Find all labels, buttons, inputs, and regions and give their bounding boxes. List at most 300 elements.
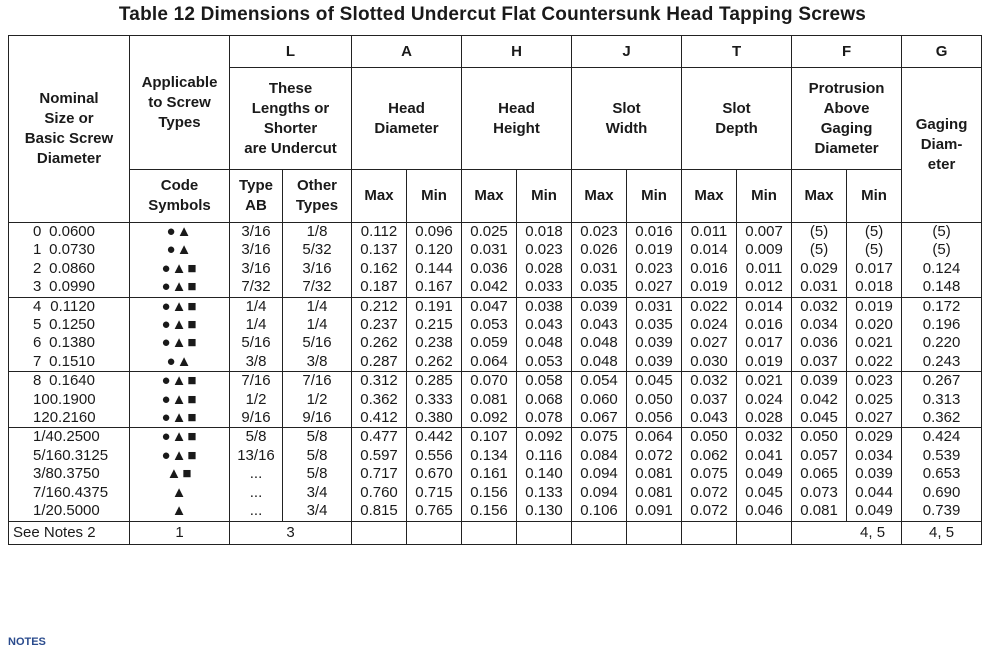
column-l-letter: L xyxy=(230,36,352,68)
h-max-value: 0.047 xyxy=(470,297,508,315)
code-symbols-value: ●▲■ xyxy=(161,334,198,352)
t-min-value: 0.032 xyxy=(745,428,783,446)
l-type-ab-value: 7/16 xyxy=(241,372,271,390)
f-min-value: 0.044 xyxy=(855,483,893,501)
nominal-size: 10 xyxy=(33,390,50,408)
a-max-value: 0.212 xyxy=(360,297,398,315)
a-min-value: 0.556 xyxy=(415,446,453,464)
t-min-value: 0.028 xyxy=(745,409,783,427)
j-min-value: 0.091 xyxy=(635,502,673,520)
g-value: 0.172 xyxy=(922,297,961,315)
f-max-value: 0.045 xyxy=(800,409,838,427)
nominal-size: 2 xyxy=(33,259,42,277)
row-group xyxy=(9,428,982,521)
t-max-value: 0.050 xyxy=(690,428,728,446)
t-max-value: 0.043 xyxy=(690,409,728,427)
nominal-size: 3 xyxy=(33,278,42,296)
column-h-max-cell xyxy=(462,372,517,428)
type-ab-header-line: Type xyxy=(239,177,273,194)
column-g-cell xyxy=(902,223,982,298)
nominal-size-entry xyxy=(9,372,129,390)
j-min-value: 0.016 xyxy=(635,223,673,240)
f-min-value: (5) xyxy=(864,223,884,240)
code-symbols-value: ●▲■ xyxy=(161,278,198,296)
t-max-value: 0.019 xyxy=(690,278,728,296)
f-min-value: 0.020 xyxy=(855,316,893,334)
column-f-description-line: Protrusion xyxy=(808,79,885,97)
h-min-value: 0.033 xyxy=(525,278,563,296)
code-symbols-value: ●▲■ xyxy=(161,428,198,446)
t-min-value: 0.049 xyxy=(745,465,783,483)
t-min-value: 0.019 xyxy=(745,352,783,370)
column-f-min-cell xyxy=(847,297,902,372)
a-min-value: 0.380 xyxy=(415,409,453,427)
l-type-ab-value: 7/32 xyxy=(241,278,271,296)
basic-diameter: 0.1380 xyxy=(49,334,95,352)
a-min-value: 0.715 xyxy=(415,483,453,501)
t-min-value: 0.009 xyxy=(745,241,783,259)
t-max-value: 0.014 xyxy=(690,241,728,259)
other-types-header-line: Other xyxy=(297,177,338,194)
l-type-ab-value: 1/4 xyxy=(245,297,267,315)
h-max-value: 0.053 xyxy=(470,316,508,334)
code-symbols-value: ●▲■ xyxy=(161,409,198,427)
l-type-ab-value: 9/16 xyxy=(241,409,271,427)
nominal-size-cell xyxy=(9,372,130,428)
a-min-value: 0.333 xyxy=(415,390,453,408)
notes-f: 4, 5 xyxy=(792,521,902,544)
f-max-value: 0.081 xyxy=(800,502,838,520)
g-value: 0.124 xyxy=(922,259,961,277)
notes-empty-cell xyxy=(352,521,407,544)
column-a-min-cell xyxy=(407,223,462,298)
nominal-size: 7/16 xyxy=(33,483,63,501)
column-a-description-line: Diameter xyxy=(374,119,439,137)
a-max-value: 0.312 xyxy=(360,372,398,390)
t-min-value: 0.046 xyxy=(745,502,783,520)
a-min-value: 0.144 xyxy=(415,259,453,277)
type-ab-header-line: AB xyxy=(245,197,267,214)
notes-empty-cell xyxy=(737,521,792,544)
header-row-letters xyxy=(9,36,982,68)
column-h-max-header: Max xyxy=(462,170,517,223)
code-symbols-value: ▲■ xyxy=(166,465,193,483)
h-max-value: 0.064 xyxy=(470,352,508,370)
column-l-description-line: Lengths or xyxy=(251,99,330,117)
j-max-value: 0.060 xyxy=(580,390,618,408)
j-min-value: 0.039 xyxy=(635,352,673,370)
h-max-value: 0.156 xyxy=(470,502,508,520)
nominal-size: 5 xyxy=(33,316,42,334)
column-t-min-cell xyxy=(737,372,792,428)
nominal-size-entry xyxy=(9,353,129,371)
nominal-size: 6 xyxy=(33,334,42,352)
f-min-value: (5) xyxy=(864,241,884,259)
column-l-other-types-cell xyxy=(283,372,352,428)
f-min-value: 0.019 xyxy=(855,297,893,315)
column-f-description-line: Above xyxy=(823,99,870,117)
dimensions-table xyxy=(8,35,982,545)
f-max-value: (5) xyxy=(809,223,829,240)
l-other-types-value: 3/4 xyxy=(306,483,328,501)
t-min-value: 0.041 xyxy=(745,446,783,464)
column-j-min-cell xyxy=(627,297,682,372)
t-max-value: 0.072 xyxy=(690,483,728,501)
column-h-description-line: Head xyxy=(498,99,535,117)
l-type-ab-value: 5/8 xyxy=(245,428,267,446)
column-j-description-line: Width xyxy=(605,119,648,137)
a-min-value: 0.120 xyxy=(415,241,453,259)
column-a-max-header: Max xyxy=(352,170,407,223)
g-value: (5) xyxy=(932,241,951,259)
basic-diameter: 0.1250 xyxy=(49,316,95,334)
nominal-size-cell xyxy=(9,223,130,298)
l-other-types-value: 1/4 xyxy=(306,316,328,334)
h-max-value: 0.134 xyxy=(470,446,508,464)
table-title: Table 12 Dimensions of Slotted Undercut Flat Countersunk Head Tapping Screws xyxy=(118,4,867,25)
code-symbols-value: ●▲ xyxy=(166,223,193,240)
row-group xyxy=(9,223,982,298)
column-f-max-cell xyxy=(792,428,847,521)
l-other-types-value: 3/16 xyxy=(302,259,332,277)
j-min-value: 0.027 xyxy=(635,278,673,296)
a-min-value: 0.238 xyxy=(415,334,453,352)
a-max-value: 0.287 xyxy=(360,352,398,370)
nominal-size-cell xyxy=(9,428,130,521)
basic-diameter: 0.3750 xyxy=(53,465,100,483)
j-max-value: 0.067 xyxy=(580,409,618,427)
j-max-value: 0.023 xyxy=(580,223,618,240)
basic-diameter: 0.4375 xyxy=(62,483,109,501)
column-l-other-types-cell xyxy=(283,297,352,372)
f-max-value: 0.031 xyxy=(800,278,838,296)
column-t-letter: T xyxy=(682,36,792,68)
code-symbols-value: ●▲■ xyxy=(161,316,198,334)
column-f-min-cell xyxy=(847,428,902,521)
l-other-types-value: 1/8 xyxy=(306,223,328,240)
column-f-max-header: Max xyxy=(792,170,847,223)
basic-diameter: 0.0600 xyxy=(49,223,95,240)
basic-diameter: 0.0990 xyxy=(49,278,95,296)
code-symbols-value: ▲ xyxy=(171,483,188,501)
g-value: 0.148 xyxy=(922,278,961,296)
nominal-size: 3/8 xyxy=(33,465,54,483)
applicable-types-header-line: to Screw xyxy=(148,93,211,111)
g-value: 0.424 xyxy=(922,428,961,446)
f-max-value: 0.032 xyxy=(800,297,838,315)
a-max-value: 0.760 xyxy=(360,483,398,501)
notes-empty-cell xyxy=(462,521,517,544)
l-type-ab-value: 13/16 xyxy=(237,446,275,464)
a-max-value: 0.237 xyxy=(360,316,398,334)
nominal-size: 7 xyxy=(33,352,42,370)
notes-l: 3 xyxy=(230,521,352,544)
f-min-value: 0.039 xyxy=(855,465,893,483)
f-max-value: 0.065 xyxy=(800,465,838,483)
l-other-types-value: 7/32 xyxy=(302,278,332,296)
j-min-value: 0.056 xyxy=(635,409,673,427)
a-min-value: 0.191 xyxy=(415,297,453,315)
f-min-value: 0.017 xyxy=(855,259,893,277)
t-min-value: 0.045 xyxy=(745,483,783,501)
column-j-max-cell xyxy=(572,223,627,298)
f-min-value: 0.022 xyxy=(855,352,893,370)
column-a-min-header: Min xyxy=(407,170,462,223)
nominal-size: 8 xyxy=(33,372,42,390)
column-g-cell xyxy=(902,372,982,428)
f-max-value: 0.050 xyxy=(800,428,838,446)
nominal-size-header xyxy=(9,36,130,223)
nominal-size-header-line: Basic Screw xyxy=(24,130,114,147)
column-g-description-line: Diam- xyxy=(920,136,963,153)
header-row-subheads xyxy=(9,170,982,223)
column-a-description-line: Head xyxy=(388,99,425,117)
h-min-value: 0.116 xyxy=(525,446,563,464)
a-min-value: 0.765 xyxy=(415,502,453,520)
notes-applicable: 1 xyxy=(130,521,230,544)
f-min-value: 0.023 xyxy=(855,372,893,390)
a-min-value: 0.167 xyxy=(415,278,453,296)
column-h-min-cell xyxy=(517,428,572,521)
t-max-value: 0.016 xyxy=(690,259,728,277)
a-max-value: 0.262 xyxy=(360,334,398,352)
t-max-value: 0.030 xyxy=(690,352,728,370)
f-max-value: 0.042 xyxy=(800,390,838,408)
column-h-min-cell xyxy=(517,372,572,428)
l-other-types-value: 5/16 xyxy=(302,334,332,352)
l-type-ab-value: 1/2 xyxy=(245,390,267,408)
column-g-cell xyxy=(902,297,982,372)
l-other-types-value: 5/8 xyxy=(306,446,328,464)
column-l-type-ab-cell xyxy=(230,428,283,521)
j-min-value: 0.050 xyxy=(635,390,673,408)
basic-diameter: 0.2500 xyxy=(53,428,100,446)
a-min-value: 0.262 xyxy=(415,352,453,370)
other-types-header xyxy=(283,170,352,223)
column-j-max-header: Max xyxy=(572,170,627,223)
column-h-description xyxy=(462,68,572,170)
column-j-min-cell xyxy=(627,428,682,521)
column-a-min-cell xyxy=(407,428,462,521)
f-max-value: 0.036 xyxy=(800,334,838,352)
nominal-size-entry xyxy=(9,241,129,259)
column-l-description xyxy=(230,68,352,170)
column-j-description xyxy=(572,68,682,170)
column-j-min-cell xyxy=(627,372,682,428)
notes-heading-cut: NOTES xyxy=(8,636,46,648)
row-group xyxy=(9,297,982,372)
f-max-value: 0.029 xyxy=(800,259,838,277)
j-min-value: 0.081 xyxy=(635,483,673,501)
other-types-header-line: Types xyxy=(295,197,339,214)
column-f-description-line: Gaging xyxy=(820,119,873,137)
code-symbols-value: ●▲■ xyxy=(161,297,198,315)
a-max-value: 0.137 xyxy=(360,241,398,259)
j-max-value: 0.031 xyxy=(580,259,618,277)
column-g-description-line: eter xyxy=(927,156,956,173)
a-max-value: 0.362 xyxy=(360,390,398,408)
j-min-value: 0.019 xyxy=(635,241,673,259)
g-value: (5) xyxy=(932,223,951,240)
h-min-value: 0.140 xyxy=(525,465,563,483)
nominal-size: 12 xyxy=(33,409,50,427)
a-max-value: 0.815 xyxy=(360,502,398,520)
notes-empty-cell xyxy=(517,521,572,544)
g-value: 0.653 xyxy=(922,465,961,483)
h-min-value: 0.053 xyxy=(525,352,563,370)
f-min-value: 0.049 xyxy=(855,502,893,520)
column-l-type-ab-cell xyxy=(230,297,283,372)
j-max-value: 0.035 xyxy=(580,278,618,296)
column-t-min-cell xyxy=(737,428,792,521)
h-min-value: 0.092 xyxy=(525,428,563,446)
column-a-description xyxy=(352,68,462,170)
t-min-value: 0.012 xyxy=(745,278,783,296)
type-ab-header xyxy=(230,170,283,223)
column-j-letter: J xyxy=(572,36,682,68)
l-type-ab-value: 3/8 xyxy=(245,352,267,370)
basic-diameter: 0.0860 xyxy=(49,259,95,277)
l-other-types-value: 3/4 xyxy=(306,502,328,520)
a-min-value: 0.096 xyxy=(415,223,453,240)
code-symbols-value: ●▲■ xyxy=(161,372,198,390)
j-max-value: 0.039 xyxy=(580,297,618,315)
column-code-symbols-cell xyxy=(130,428,230,521)
t-max-value: 0.032 xyxy=(690,372,728,390)
nominal-size: 4 xyxy=(33,297,42,315)
l-type-ab-value: 1/4 xyxy=(245,316,267,334)
column-j-max-cell xyxy=(572,297,627,372)
t-min-value: 0.017 xyxy=(745,334,783,352)
t-min-value: 0.016 xyxy=(745,316,783,334)
column-code-symbols-cell xyxy=(130,372,230,428)
applicable-types-header-line: Types xyxy=(158,113,201,131)
t-max-value: 0.024 xyxy=(690,316,728,334)
column-a-max-cell xyxy=(352,297,407,372)
nominal-size-entry xyxy=(9,334,129,352)
row-group xyxy=(9,372,982,428)
column-f-description xyxy=(792,68,902,170)
nominal-size: 1/4 xyxy=(33,428,54,446)
l-other-types-value: 7/16 xyxy=(302,372,332,390)
column-h-max-cell xyxy=(462,428,517,521)
column-l-other-types-cell xyxy=(283,223,352,298)
column-f-max-cell xyxy=(792,297,847,372)
applicable-types-header-line: Applicable xyxy=(141,73,218,91)
column-h-description-line: Height xyxy=(493,119,540,137)
basic-diameter: 0.1640 xyxy=(49,372,95,390)
a-max-value: 0.412 xyxy=(360,409,398,427)
t-min-value: 0.011 xyxy=(745,259,783,277)
nominal-size: 1/2 xyxy=(33,502,54,520)
l-type-ab-value: 5/16 xyxy=(241,334,271,352)
h-min-value: 0.038 xyxy=(525,297,563,315)
j-min-value: 0.039 xyxy=(635,334,673,352)
g-value: 0.196 xyxy=(922,316,961,334)
nominal-size-header-line: Nominal xyxy=(39,90,99,107)
nominal-size-entry xyxy=(9,502,129,520)
f-min-value: 0.034 xyxy=(855,446,893,464)
j-max-value: 0.043 xyxy=(580,316,618,334)
g-value: 0.539 xyxy=(922,446,961,464)
j-min-value: 0.031 xyxy=(635,297,673,315)
column-h-min-header: Min xyxy=(517,170,572,223)
code-symbols-value: ●▲ xyxy=(166,352,193,370)
a-max-value: 0.112 xyxy=(360,223,398,240)
column-h-max-cell xyxy=(462,223,517,298)
table-body xyxy=(9,223,982,545)
nominal-size-entry xyxy=(9,298,129,316)
t-min-value: 0.024 xyxy=(745,390,783,408)
column-t-max-cell xyxy=(682,223,737,298)
j-min-value: 0.081 xyxy=(635,465,673,483)
h-max-value: 0.092 xyxy=(470,409,508,427)
basic-diameter: 0.5000 xyxy=(53,502,100,520)
g-value: 0.220 xyxy=(922,334,961,352)
l-other-types-value: 5/32 xyxy=(302,241,332,259)
f-max-value: 0.037 xyxy=(800,352,838,370)
l-type-ab-value: 3/16 xyxy=(241,241,271,259)
g-value: 0.313 xyxy=(922,390,961,408)
column-f-letter: F xyxy=(792,36,902,68)
t-min-value: 0.021 xyxy=(745,372,783,390)
nominal-size-entry xyxy=(9,316,129,334)
l-type-ab-value: ... xyxy=(249,483,263,501)
column-l-description-line: are Undercut xyxy=(244,139,337,157)
t-max-value: 0.022 xyxy=(690,297,728,315)
column-f-max-cell xyxy=(792,223,847,298)
l-type-ab-value: ... xyxy=(249,465,263,483)
f-min-value: 0.029 xyxy=(855,428,893,446)
code-symbols-header xyxy=(130,170,230,223)
a-max-value: 0.717 xyxy=(360,465,398,483)
h-min-value: 0.018 xyxy=(525,223,563,240)
a-max-value: 0.597 xyxy=(360,446,398,464)
nominal-size-cell xyxy=(9,297,130,372)
g-value: 0.362 xyxy=(922,409,961,427)
column-t-description xyxy=(682,68,792,170)
column-t-max-cell xyxy=(682,372,737,428)
f-max-value: 0.073 xyxy=(800,483,838,501)
nominal-size-entry xyxy=(9,465,129,483)
j-min-value: 0.072 xyxy=(635,446,673,464)
l-other-types-value: 5/8 xyxy=(306,465,328,483)
table-header xyxy=(9,36,982,223)
f-max-value: 0.057 xyxy=(800,446,838,464)
h-max-value: 0.059 xyxy=(470,334,508,352)
column-l-type-ab-cell xyxy=(230,223,283,298)
nominal-size-entry xyxy=(9,223,129,241)
a-min-value: 0.670 xyxy=(415,465,453,483)
column-l-description-line: These xyxy=(268,79,313,97)
notes-empty-cell xyxy=(407,521,462,544)
column-t-max-cell xyxy=(682,428,737,521)
l-type-ab-value: 3/16 xyxy=(241,259,271,277)
code-symbols-header-line: Code xyxy=(160,177,199,194)
column-j-max-cell xyxy=(572,428,627,521)
basic-diameter: 0.3125 xyxy=(62,446,109,464)
h-max-value: 0.070 xyxy=(470,372,508,390)
l-other-types-value: 1/4 xyxy=(306,297,328,315)
column-g-description-line: Gaging xyxy=(915,116,968,133)
column-j-max-cell xyxy=(572,372,627,428)
code-symbols-value: ●▲■ xyxy=(161,446,198,464)
column-h-min-cell xyxy=(517,297,572,372)
h-max-value: 0.031 xyxy=(470,241,508,259)
column-l-description-line: Shorter xyxy=(263,119,318,137)
t-max-value: 0.037 xyxy=(690,390,728,408)
h-min-value: 0.133 xyxy=(525,483,563,501)
